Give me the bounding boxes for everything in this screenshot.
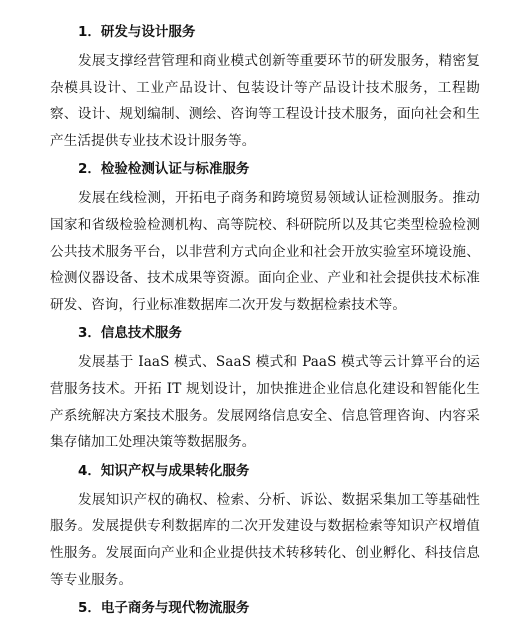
section-body-it-services: 发展基于 IaaS 模式、SaaS 模式和 PaaS 模式等云计算平台的运营服务技术。开拓 IT 规划设计，加快推进企业信息化建设和智能化生产系统解决方案技术服务。发展网络信息安全、信息管理咨询、内容采集存储加工处理决策等数据服务。 [50, 354, 480, 451]
section-body-inspection-certification: 发展在线检测，开拓电子商务和跨境贸易领域认证检测服务。推动国家和省级检验检测机构、高等院校、科研院所以及其它类型检验检测公共技术服务平台，以非营利方式向企业和社会开放实验室环境设施、检测仪器设备、技术成果等资源。面向企业、产业和社会提供技术标准研发、咨询，行业标准数据库二次开发与数据检索技术等。 [50, 190, 480, 313]
section-heading-research-design: 1．研发与设计服务 [78, 24, 196, 40]
section-heading-inspection-certification: 2．检验检测认证与标准服务 [78, 161, 250, 178]
section-heading-ip-transfer: 4．知识产权与成果转化服务 [78, 462, 250, 479]
section-body-research-design: 发展支撑经营管理和商业模式创新等重要环节的研发服务，精密复杂模具设计、工业产品设计、包装设计等产品设计技术服务，工程勘察、设计、规划编制、测绘、咨询等工程设计技术服务，面向社会和生产生活提供专业技术设计服务等。 [50, 53, 480, 149]
section-body-ip-transfer: 发展知识产权的确权、检索、分析、诉讼、数据采集加工等基础性服务。发展提供专利数据库的二次开发建设与数据检索等知识产权增值性服务。发展面向产业和企业提供技术转移转化、创业孵化、科技信息等专业服务。 [50, 491, 480, 588]
document-page [50, 20, 480, 624]
section-heading-ecommerce-logistics: 5．电子商务与现代物流服务 [78, 600, 250, 617]
section-heading-it-services: 3．信息技术服务 [78, 325, 182, 342]
